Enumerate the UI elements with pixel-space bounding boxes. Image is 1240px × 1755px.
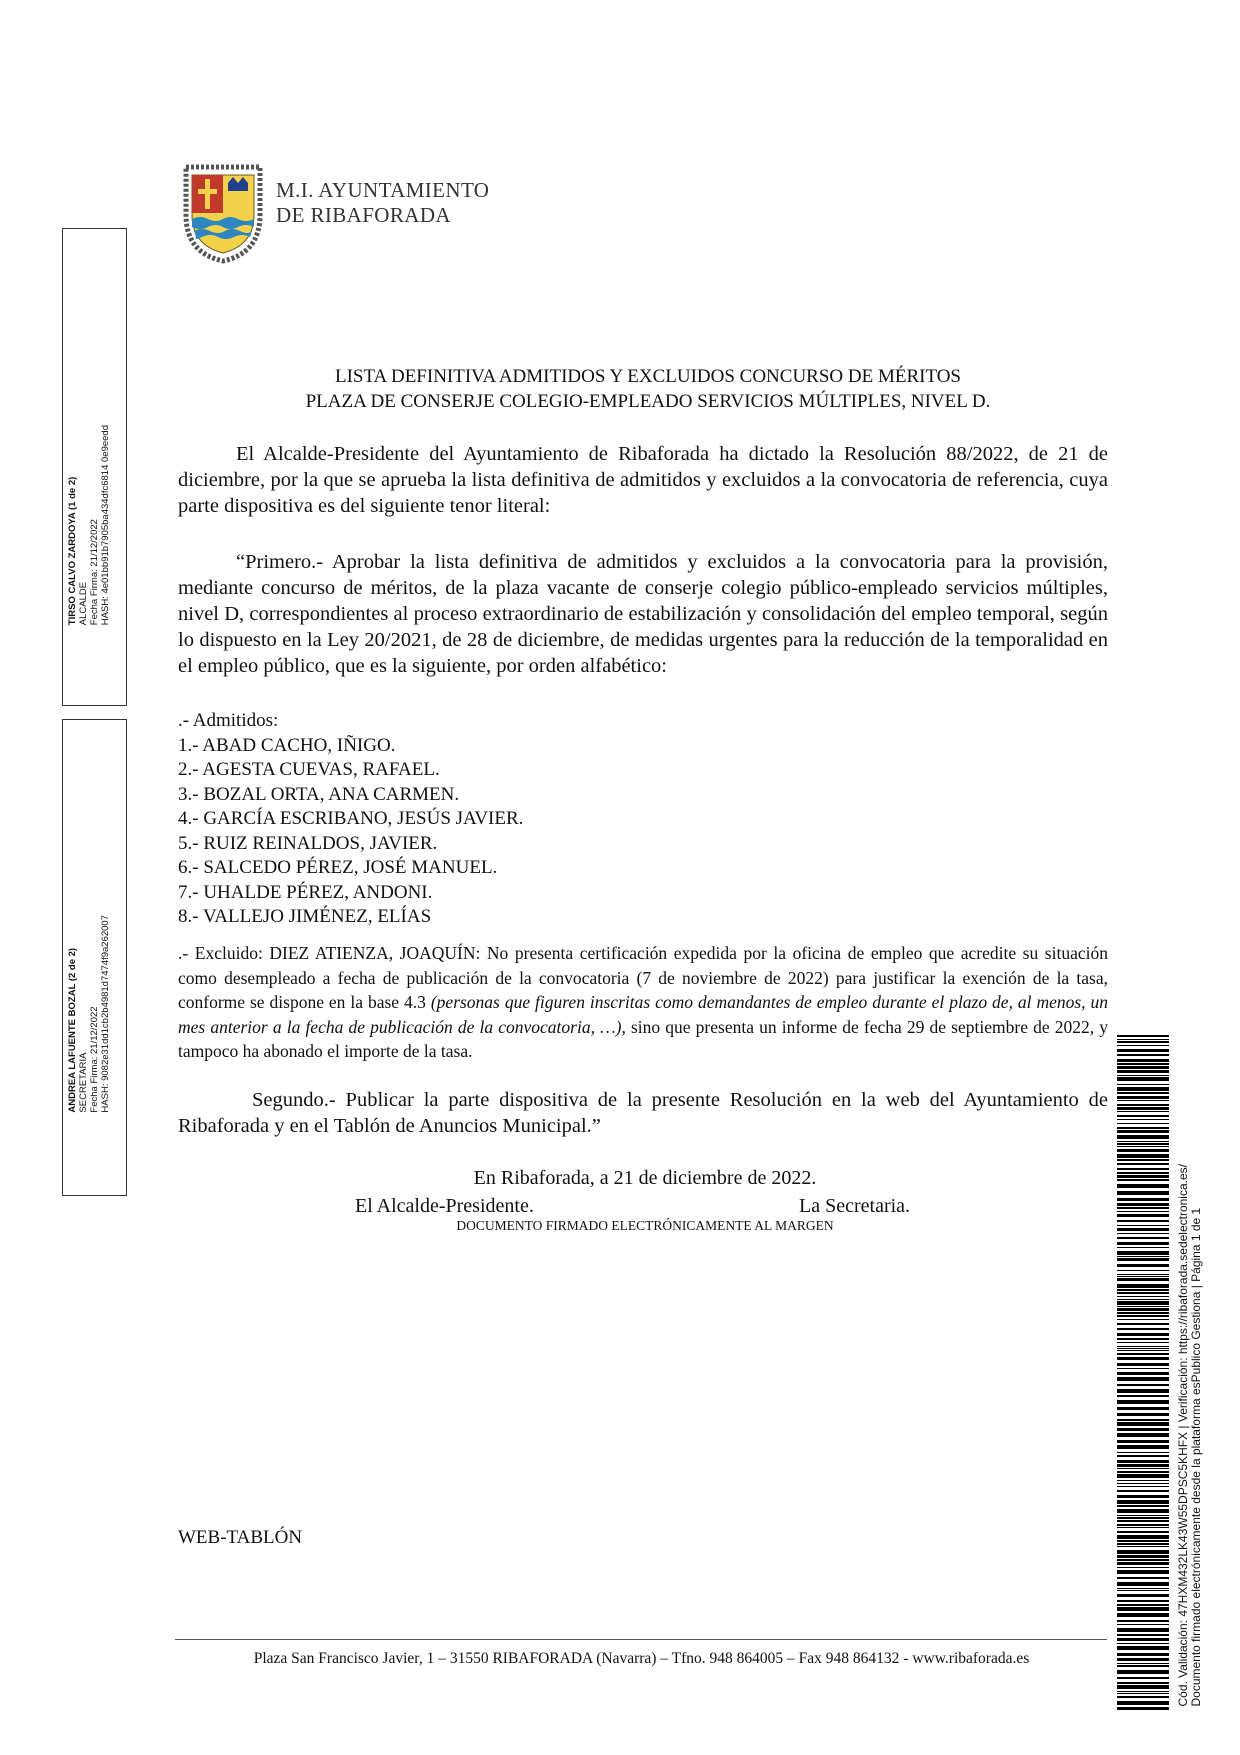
barcode-bar [1117, 1468, 1169, 1469]
barcode-bar [1117, 1628, 1169, 1632]
barcode-bar [1117, 1577, 1169, 1579]
barcode-bar [1117, 1063, 1169, 1065]
barcode-bar [1117, 1342, 1169, 1343]
barcode-bar [1117, 1540, 1169, 1542]
barcode-bar [1117, 1143, 1169, 1145]
barcode-bar [1117, 1546, 1169, 1547]
barcode-bar [1117, 1251, 1169, 1255]
primero-paragraph: “Primero.- Aprobar la lista definitiva de admitidos y excluidos a la convocatoria para la provisión, mediante concurso de méritos, de la plaza vacante de conserje colegio público-empleado servicios múltiples, nivel D, correspondientes al proceso extraordinario de estabilización y consolidación del empleo temporal, según lo dispuesto en la Ley 20/2021, de 28 de diciembre, de medidas urgentes para la reducción de la temporalidad en el empleo público, que es la siguiente, por orden alfabético: [178, 551, 1108, 677]
barcode-bar [1117, 1130, 1169, 1133]
barcode-bar [1117, 1296, 1169, 1297]
title-line-2: PLAZA DE CONSERJE COLEGIO-EMPLEADO SERVICIOS MÚLTIPLES, NIVEL D. [305, 391, 991, 412]
barcode-bar [1117, 1228, 1169, 1231]
signer-role: SECRETARIA [78, 1052, 89, 1113]
barcode-bar [1117, 1665, 1169, 1667]
org-line-2: DE RIBAFORADA [276, 203, 451, 227]
barcode-bar [1117, 1123, 1169, 1124]
signature-text [67, 425, 111, 625]
barcode-bar [1117, 1527, 1169, 1528]
signer-name: TIRSO CALVO ZARDOYA (1 de 2) [67, 476, 78, 625]
barcode-bar [1117, 1452, 1169, 1453]
barcode-bar [1117, 1214, 1169, 1217]
barcode-bar [1117, 1691, 1169, 1692]
barcode-bar [1117, 1471, 1169, 1473]
barcode-bar [1117, 1256, 1169, 1257]
barcode-bar [1117, 1299, 1169, 1300]
barcode-bar [1117, 1346, 1169, 1347]
barcode-bar [1117, 1127, 1169, 1129]
barcode-bar [1117, 1620, 1169, 1622]
barcode-bar [1117, 1663, 1169, 1664]
barcode-bar [1117, 1567, 1169, 1568]
barcode-bar [1117, 1270, 1169, 1271]
barcode-bar [1117, 1515, 1169, 1516]
barcode-bar [1117, 1701, 1169, 1705]
barcode-bar [1117, 1233, 1169, 1234]
barcode-bar [1117, 1685, 1169, 1689]
barcode-bar [1117, 1276, 1169, 1277]
barcode-bar [1117, 1274, 1169, 1275]
barcode-bar [1117, 1594, 1169, 1597]
barcode-bar [1117, 1368, 1169, 1369]
barcode-bar [1117, 1433, 1169, 1437]
intro-paragraph: El Alcalde-Presidente del Ayuntamiento de Ribaforada ha dictado la Resolución 88/2022, de 21 de diciembre, por la que se aprueba la lista definitiva de admitidos y excluidos a la convocatoria de referencia, cuya parte dispositiva es del siguiente tenor literal: [178, 443, 1108, 517]
barcode-bar [1117, 1111, 1169, 1112]
barcode-bar [1117, 1555, 1169, 1558]
barcode-bar [1117, 1707, 1169, 1710]
barcode-bar [1117, 1389, 1169, 1393]
admitidos-list [178, 709, 1108, 930]
segundo-paragraph: Segundo.- Publicar la parte dispositiva de la presente Resolución en la web del Ayuntamiento de Ribaforada y en el Tablón de Anuncios Municipal.” [178, 1089, 1108, 1137]
list-item: 8.- VALLEJO JIMÉNEZ, ELÍAS [178, 906, 432, 927]
barcode-bar [1117, 1455, 1169, 1457]
list-item: 3.- BOZAL ORTA, ANA CARMEN. [178, 783, 460, 805]
barcode-bar [1117, 1677, 1169, 1679]
barcode-bar [1117, 1646, 1169, 1650]
barcode-bar [1117, 1607, 1169, 1611]
barcode-bar [1117, 1395, 1169, 1397]
barcode-bar [1117, 1049, 1169, 1052]
list-item: 1.- ABAD CACHO, IÑIGO. [178, 734, 396, 756]
barcode-bar [1117, 1624, 1169, 1625]
barcode-bar [1117, 1535, 1169, 1539]
barcode-bar [1117, 1407, 1169, 1410]
barcode-bar [1117, 1428, 1169, 1431]
barcode-bar [1117, 1590, 1169, 1591]
barcode-bar [1117, 1066, 1169, 1069]
signature-box-secretaria [62, 719, 127, 1196]
list-item: 6.- SALCEDO PÉREZ, JOSÉ MANUEL. [178, 857, 498, 878]
barcode-bar [1117, 1384, 1169, 1386]
barcode-bar [1117, 1163, 1169, 1165]
barcode-bar [1117, 1520, 1169, 1522]
barcode-bar [1117, 1338, 1169, 1340]
barcode-bar [1117, 1035, 1169, 1037]
secretaria-signature-label: La Secretaria. [799, 1195, 911, 1217]
barcode-bar [1117, 1211, 1169, 1212]
barcode-bar [1117, 1149, 1169, 1152]
barcode-bar [1117, 1247, 1169, 1248]
barcode-bar [1117, 1312, 1169, 1314]
barcode-bar [1117, 1613, 1169, 1617]
barcode-bar [1117, 1096, 1169, 1099]
barcode-bar [1117, 1500, 1169, 1504]
signature-hash: HASH: 9082e31dd1cb2b4981d7474f9a262007 [100, 915, 111, 1113]
barcode-bar [1117, 1100, 1169, 1101]
barcode-bar [1117, 1104, 1169, 1106]
barcode-bar [1117, 1363, 1169, 1366]
barcode-bar [1117, 1490, 1169, 1492]
barcode-bar [1117, 1168, 1169, 1170]
barcode-bar [1117, 1445, 1169, 1449]
barcode-bar [1117, 1480, 1169, 1481]
excluido-paragraph [178, 941, 1108, 1064]
barcode-bar [1117, 1693, 1169, 1694]
barcode-bar [1117, 1377, 1169, 1381]
document-title [178, 364, 1118, 414]
barcode-bar [1117, 1070, 1169, 1073]
list-item: 7.- UHALDE PÉREZ, ANDONI. [178, 881, 433, 903]
barcode-bar [1117, 1184, 1169, 1188]
place-date: En Ribaforada, a 21 de diciembre de 2022. [473, 1167, 817, 1189]
admitidos-heading: .- Admitidos: [178, 710, 279, 731]
barcode-bar [1117, 1087, 1169, 1091]
barcode-bar [1117, 1495, 1169, 1498]
barcode-bar [1117, 1084, 1169, 1085]
barcode-bar [1117, 1505, 1169, 1507]
barcode-bar [1117, 1353, 1169, 1355]
barcode-bar [1117, 1159, 1169, 1161]
barcode-bar [1117, 1198, 1169, 1201]
barcode-bar [1117, 1350, 1169, 1351]
barcode-bar [1117, 1588, 1169, 1589]
barcode-bar [1117, 1517, 1169, 1519]
barcode-bar [1117, 1333, 1169, 1336]
barcode-bar [1117, 1172, 1169, 1174]
barcode-bar [1117, 1440, 1169, 1443]
barcode-bar [1117, 1419, 1169, 1421]
barcode-bar [1117, 1413, 1169, 1416]
barcode-bar [1117, 1284, 1169, 1288]
barcode-bar [1117, 1179, 1169, 1181]
barcode-bar [1117, 1207, 1169, 1209]
barcode-bar [1117, 1225, 1169, 1226]
title-line-1: LISTA DEFINITIVA ADMITIDOS Y EXCLUIDOS CONCURSO DE MÉRITOS [334, 366, 962, 387]
signature-hash: HASH: 4e01bb91b7905ba434dfc6814 0e9eedd [100, 424, 111, 625]
barcode-bar [1117, 1328, 1169, 1330]
barcode-bar [1117, 1075, 1169, 1076]
barcode-bar [1117, 1638, 1169, 1641]
signature-date: Fecha Firma: 21/12/2022 [89, 1006, 100, 1113]
barcode-bar [1117, 1474, 1169, 1478]
list-item: 4.- GARCÍA ESCRIBANO, JESÚS JAVIER. [178, 808, 524, 829]
barcode-bar [1117, 1372, 1169, 1375]
validation-line-2: Documento firmado electrónicamente desde la plataforma esPublico Gestiona | Página 1 de 1 [1189, 1208, 1203, 1707]
barcode-bar [1117, 1301, 1169, 1305]
barcode-bar [1117, 1107, 1169, 1110]
signer-role: ALCALDE [78, 581, 89, 625]
barcode-bar [1117, 1486, 1169, 1487]
barcode-bar [1117, 1357, 1169, 1360]
barcode-bar [1117, 1323, 1169, 1325]
barcode-bar [1117, 1653, 1169, 1656]
barcode-bar [1117, 1464, 1169, 1467]
barcode [1117, 1035, 1169, 1710]
signature-box-alcalde [62, 228, 127, 706]
excluido-italic: (personas que figuren inscritas como demandantes de empleo durante el plazo de, al menos, un mes anterior a la fecha de publicación de la convocatoria, …), [178, 992, 1109, 1037]
barcode-bar [1117, 1422, 1169, 1426]
barcode-bar [1117, 1509, 1169, 1513]
barcode-bar [1117, 1670, 1169, 1674]
barcode-bar [1117, 1141, 1169, 1142]
list-item: 2.- AGESTA CUEVAS, RAFAEL. [178, 759, 440, 780]
barcode-bar [1117, 1278, 1169, 1281]
barcode-bar [1117, 1562, 1169, 1565]
barcode-bar [1117, 1460, 1169, 1463]
barcode-bar [1117, 1524, 1169, 1526]
validation-line-1: Cód. Validación: 47HXM432LK43W55DPSC5KHFX | Verificación: https://ribaforada.sedelectronica.es/ [1176, 1164, 1190, 1707]
barcode-bar [1117, 1643, 1169, 1644]
barcode-bar [1117, 1306, 1169, 1307]
barcode-bar [1117, 1348, 1169, 1349]
barcode-bar [1117, 1400, 1169, 1404]
barcode-bar [1117, 1242, 1169, 1245]
barcode-bar [1117, 1315, 1169, 1317]
barcode-bar [1117, 1264, 1169, 1267]
barcode-bar [1117, 1531, 1169, 1533]
barcode-bar [1117, 1059, 1169, 1062]
barcode-bar [1117, 1039, 1169, 1040]
coat-of-arms-logo [178, 157, 268, 265]
barcode-bar [1117, 1582, 1169, 1586]
footer-divider [175, 1639, 1107, 1640]
signature-text [67, 915, 111, 1113]
barcode-bar [1117, 1682, 1169, 1684]
web-tablon-label: WEB-TABLÓN [178, 1527, 303, 1548]
excluido-lead: .- Excluido: DIEZ ATIENZA, JOAQUÍN: No presenta certificación expedida por la oficina de empleo que acredite su situación como desempleado a fecha de publicación de la convocatoria (7 de noviembre de 2022) para justificar la exención de la tasa, conforme se dispone en la base 4.3 [178, 943, 1108, 1012]
barcode-bar [1117, 1634, 1169, 1636]
barcode-bar [1117, 1119, 1169, 1120]
barcode-bar [1117, 1308, 1169, 1311]
barcode-bar [1117, 1041, 1169, 1043]
barcode-bar [1117, 1115, 1169, 1117]
barcode-bar [1117, 1175, 1169, 1178]
barcode-bar [1117, 1191, 1169, 1195]
organization-name [276, 178, 489, 228]
barcode-bar [1117, 1604, 1169, 1606]
barcode-bar [1117, 1154, 1169, 1158]
barcode-bar [1117, 1289, 1169, 1291]
barcode-bar [1117, 1658, 1169, 1661]
org-line-1: M.I. AYUNTAMIENTO [276, 178, 490, 202]
barcode-bar [1117, 1220, 1169, 1222]
barcode-bar [1117, 1319, 1169, 1320]
barcode-bar [1117, 1092, 1169, 1094]
barcode-bar [1117, 1045, 1169, 1046]
barcode-bar [1117, 1203, 1169, 1206]
alcalde-signature-label: El Alcalde-Presidente. [355, 1195, 534, 1217]
barcode-bar [1117, 1570, 1169, 1574]
signature-date: Fecha Firma: 21/12/2022 [89, 518, 100, 625]
barcode-bar [1117, 1077, 1169, 1081]
list-item: 5.- RUIZ REINALDOS, JAVIER. [178, 832, 438, 854]
barcode-bar [1117, 1258, 1169, 1261]
barcode-bar [1117, 1600, 1169, 1602]
barcode-bar [1117, 1237, 1169, 1239]
footer-address: Plaza San Francisco Javier, 1 – 31550 RIBAFORADA (Navarra) – Tfno. 948 864005 – Fax 948 864132 - www.ribaforada.es [253, 1650, 1030, 1667]
excluido-tail: sino que presenta un informe de fecha 29 de septiembre de 2022, y tampoco ha abonado el importe de la tasa. [178, 1016, 1108, 1061]
barcode-bar [1117, 1696, 1169, 1698]
validation-text [1177, 1164, 1203, 1707]
barcode-bar [1117, 1135, 1169, 1139]
signer-name: ANDREA LAFUENTE BOZAL (2 de 2) [67, 948, 78, 1113]
barcode-bar [1117, 1483, 1169, 1484]
barcode-bar [1117, 1292, 1169, 1294]
signed-note: DOCUMENTO FIRMADO ELECTRÓNICAMENTE AL MARGEN [456, 1218, 834, 1233]
barcode-bar [1117, 1146, 1169, 1147]
barcode-bar [1117, 1054, 1169, 1056]
barcode-bar [1117, 1543, 1169, 1545]
barcode-bar [1117, 1559, 1169, 1561]
barcode-bar [1117, 1550, 1169, 1554]
